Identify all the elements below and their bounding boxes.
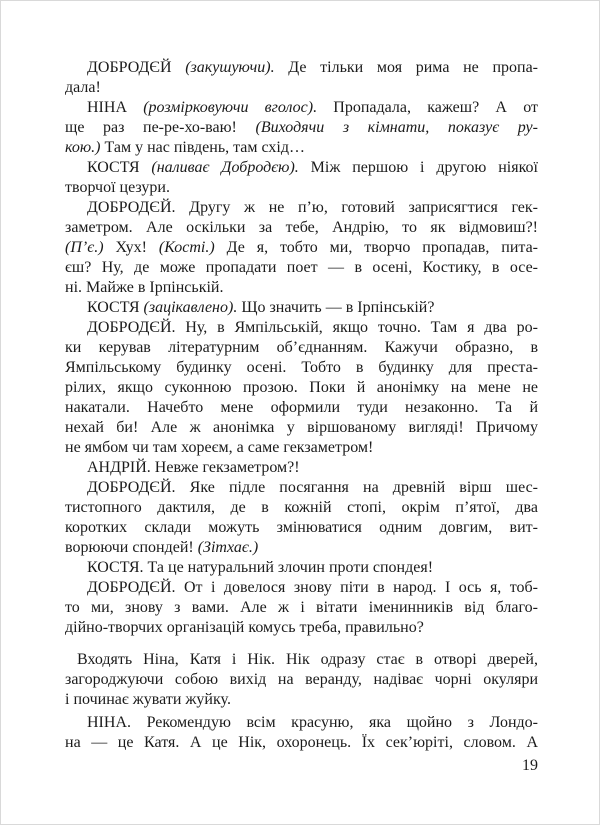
stage-direction-paragraph — [65, 650, 538, 710]
text-line — [65, 278, 538, 298]
dialogue-text: на — це Катя. А це Нік, охоронець. Їх сек’юріті, словом. А — [65, 734, 538, 751]
dialogue-text: творчої цезури. — [65, 179, 170, 196]
dialogue-text: Між першою і другою ніякої — [298, 159, 539, 176]
text-line — [65, 670, 538, 690]
dialogue-text: Де я, тобто ми, творчо пропадав, пита- — [214, 239, 539, 256]
page-number: 19 — [522, 757, 538, 774]
dialogue-text: Пропадала, кажеш? А от — [317, 99, 538, 116]
dialogue-text: ДОБРОДЄЙ. Ну, в Ямпільській, якщо точно. Там я два ро- — [87, 319, 538, 336]
dialogue-text: дала! — [65, 79, 101, 96]
dialogue-text: ки керував літературним об’єднанням. Кажучи образно, в — [65, 339, 538, 356]
dialogue-text: НІНА. Рекомендую всім красуню, яка щойно з Лондо- — [87, 714, 538, 731]
text-line — [65, 178, 538, 198]
dialogue-text: ні. Майже в Ірпінській. — [65, 279, 224, 296]
text-line — [65, 78, 538, 98]
speech-paragraph — [65, 713, 538, 753]
stage-cue-italic-text: (Зітхає.) — [197, 539, 259, 556]
speech-paragraph — [65, 198, 538, 298]
dialogue-text: коротких склади можуть змінюватися одним довгим, вит- — [65, 519, 538, 536]
dialogue-text: загороджуючи собою вихід на веранду, надіває чорні окуляри — [65, 671, 538, 688]
text-line — [65, 558, 538, 578]
text-line — [65, 438, 538, 458]
dialogue-text: ДОБРОДЄЙ. Яке підле посягання на древній вірш шес- — [87, 479, 538, 496]
dialogue-text: накатали. Начебто мене оформили туди незаконно. Та й — [65, 399, 538, 416]
text-line — [65, 538, 538, 558]
dialogue-text: ДОБРОДЄЙ. От і довелося знову піти в народ. І ось я, тоб- — [87, 579, 538, 596]
text-line — [65, 598, 538, 618]
text-line — [65, 733, 538, 753]
speech-paragraph — [65, 318, 538, 458]
text-block — [65, 58, 538, 753]
speech-paragraph — [65, 58, 538, 98]
speech-paragraph — [65, 458, 538, 478]
dialogue-text: заметром. Але оскільки за тебе, Андрію, то як відмовиш?! — [65, 219, 538, 236]
text-line — [65, 713, 538, 733]
speech-paragraph — [65, 478, 538, 558]
text-line — [65, 158, 538, 178]
text-line — [65, 118, 538, 138]
dialogue-text: Що значить — в Ірпінській? — [237, 299, 435, 316]
dialogue-text: Хух! — [103, 239, 159, 256]
stage-cue-italic-text: (розмірковуючи вголос). — [143, 99, 318, 116]
text-line — [65, 418, 538, 438]
dialogue-text: ще раз пе-ре-хо-ваю! — [65, 119, 256, 136]
text-line — [65, 358, 538, 378]
stage-cue-italic-text: (наливає Добродєю). — [151, 159, 299, 176]
text-line — [65, 58, 538, 78]
dialogue-text: дійно-творчих організацій комусь треба, правильно? — [65, 619, 424, 636]
text-line — [65, 690, 538, 710]
text-line — [65, 618, 538, 638]
text-line — [65, 238, 538, 258]
speech-paragraph — [65, 578, 538, 638]
text-line — [65, 478, 538, 498]
text-line — [65, 258, 538, 278]
speech-paragraph — [65, 98, 538, 158]
text-line — [65, 198, 538, 218]
text-line — [65, 518, 538, 538]
stage-cue-italic-text: (закушуючи). — [185, 59, 275, 76]
dialogue-text: КОСТЯ. Та це натуральний злочин проти спондея! — [87, 559, 434, 576]
dialogue-text: АНДРІЙ. Невже гекзаметром?! — [87, 459, 300, 476]
speech-paragraph — [65, 558, 538, 578]
text-line — [65, 398, 538, 418]
stage-cue-italic-text: (Виходячи з кімнати, показує ру- — [255, 119, 538, 136]
dialogue-text: то ми, знову з вами. Але ж і вітати іменинників від благо- — [65, 599, 538, 616]
dialogue-text: не ямбом чи там хореєм, а саме гекзаметром! — [65, 439, 374, 456]
text-line — [65, 578, 538, 598]
dialogue-text: КОСТЯ — [87, 159, 152, 176]
dialogue-text: ДОБРОДЄЙ. Другу ж не п’ю, готовий заприсягтися гек- — [87, 199, 538, 216]
dialogue-text: Входять Ніна, Катя і Нік. Нік одразу стає в отворі дверей, — [77, 651, 538, 668]
speech-paragraph — [65, 158, 538, 198]
dialogue-text: КОСТЯ — [87, 299, 144, 316]
text-line — [65, 650, 538, 670]
text-line — [65, 218, 538, 238]
text-line — [65, 498, 538, 518]
text-line — [65, 338, 538, 358]
text-line — [65, 318, 538, 338]
text-line — [65, 98, 538, 118]
dialogue-text: ворюючи спондей! — [65, 539, 198, 556]
dialogue-text: єш? Ну, де може пропадати поет — в осені, Костику, в осе- — [65, 259, 538, 276]
text-line — [65, 378, 538, 398]
dialogue-text: Де тільки моя рима не пропа- — [274, 59, 538, 76]
dialogue-text: Ямпільському будинку осені. Тобто в будинку для преста- — [65, 359, 538, 376]
stage-cue-italic-text: (зацікавлено). — [143, 299, 238, 316]
dialogue-text: тистопного дактиля, де в кожній стопі, окрім п’ятої, два — [65, 499, 538, 516]
stage-cue-italic-text: кою.) — [65, 139, 101, 156]
dialogue-text: нехай би! Але ж анонімка у віршованому вигляді! Причому — [65, 419, 538, 436]
dialogue-text: і починає жувати жуйку. — [65, 691, 231, 708]
stage-cue-italic-text: (П’є.) — [65, 239, 104, 256]
dialogue-text: НІНА — [87, 99, 144, 116]
stage-cue-italic-text: (Кості.) — [158, 239, 215, 256]
dialogue-text: ДОБРОДЄЙ — [87, 59, 186, 76]
text-line — [65, 298, 538, 318]
dialogue-text: рілих, якщо суконною прозою. Поки й анонімку на мене не — [65, 379, 538, 396]
text-line — [65, 138, 538, 158]
speech-paragraph — [65, 298, 538, 318]
dialogue-text: Там у нас південь, там схід… — [100, 139, 306, 156]
text-line — [65, 458, 538, 478]
